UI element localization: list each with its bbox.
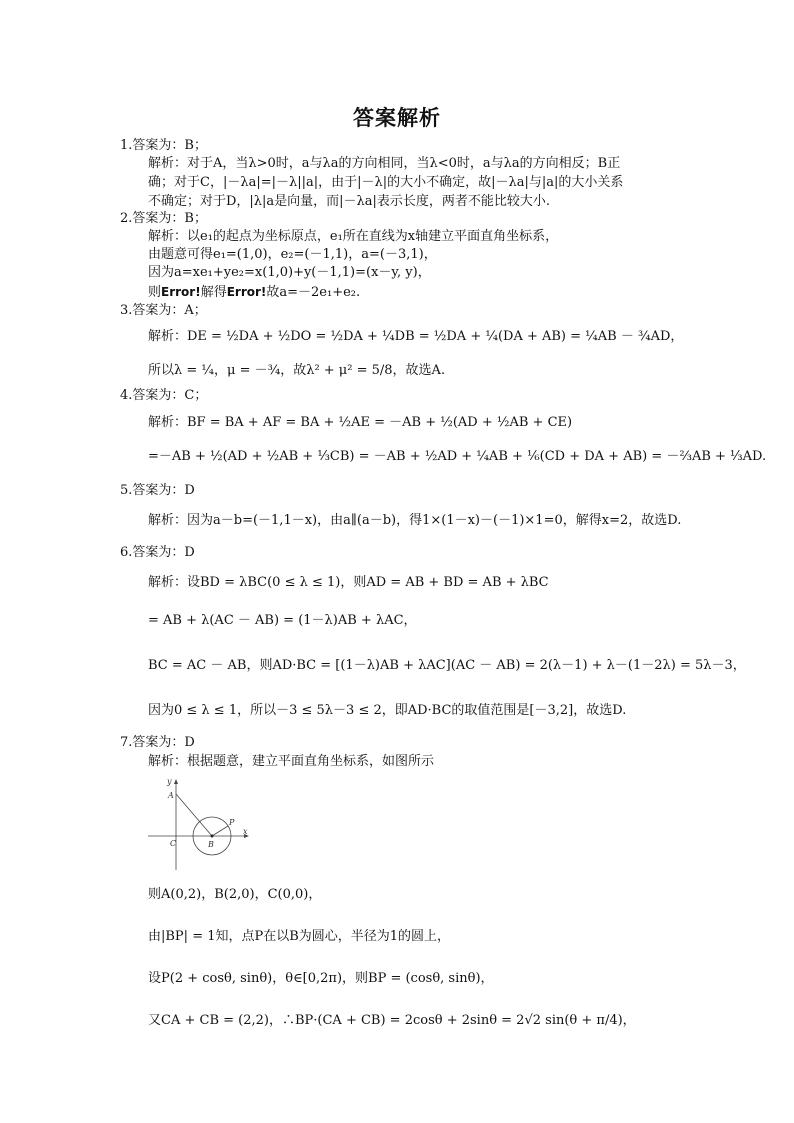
answer-4: 4.答案为：C； bbox=[120, 388, 208, 403]
explanation-2-line-1: 解析：以e₁的起点为坐标原点，e₁所在直线为x轴建立平面直角坐标系， bbox=[148, 229, 559, 244]
explanation-7-line-3: 由|BP| = 1知，点P在以B为圆心，半径为1的圆上， bbox=[148, 929, 451, 944]
explanation-1-line-1: 解析：对于A，当λ>0时，a与λa的方向相同，当λ<0时，a与λa的方向相反；B正 bbox=[148, 156, 621, 171]
explanation-3-line-1: 解析：DE = ½DA + ½DO = ½DA + ¼DB = ½DA + ¼(DA + AB) = ¼AB － ¾AD， bbox=[148, 329, 684, 344]
explanation-5-line-1: 解析：因为a－b=(－1,1－x)，由a∥(a－b)，得1×(1－x)－(－1)×1=0，解得x=2，故选D. bbox=[148, 513, 682, 528]
explanation-2-line-3: 因为a=xe₁+ye₂=x(1,0)+y(－1,1)=(x－y, y)， bbox=[148, 265, 431, 280]
explanation-6-line-4: 因为0 ≤ λ ≤ 1，所以－3 ≤ 5λ－3 ≤ 2，即AD·BC的取值范围是[－3,2]，故选D. bbox=[148, 703, 627, 718]
answer-6: 6.答案为：D bbox=[120, 545, 195, 560]
answer-3: 3.答案为：A； bbox=[120, 303, 207, 318]
error-marker: Error! bbox=[226, 285, 267, 299]
text-suffix: 故a=－2e₁+e₂. bbox=[266, 285, 361, 300]
explanation-7-line-1: 解析：根据题意，建立平面直角坐标系，如图所示 bbox=[148, 754, 435, 769]
point-b bbox=[211, 835, 214, 838]
answer-2: 2.答案为：B； bbox=[120, 211, 207, 226]
error-marker: Error! bbox=[161, 285, 201, 299]
answer-1: 1.答案为：B； bbox=[120, 138, 207, 153]
point-p-label: P bbox=[229, 818, 235, 827]
point-b-label: B bbox=[208, 840, 214, 849]
explanation-7-line-5: 又CA + CB = (2,2)，∴BP·(CA + CB) = 2cosθ + 2sinθ = 2√2 sin(θ + π/4)， bbox=[148, 1013, 636, 1028]
point-c-label: C bbox=[170, 839, 177, 848]
answer-5: 5.答案为：D bbox=[120, 483, 195, 498]
explanation-6-line-2: = AB + λ(AC － AB) = (1－λ)AB + λAC， bbox=[148, 613, 417, 628]
explanation-4-line-2: =－AB + ½(AD + ½AB + ⅓CB) = －AB + ½AD + ¼AB + ⅙(CD + DA + AB) = －⅔AB + ⅓AD. bbox=[148, 449, 767, 464]
y-axis-label: y bbox=[167, 777, 172, 786]
page-title: 答案解析 bbox=[353, 106, 441, 130]
explanation-6-line-1: 解析：设BD = λBC(0 ≤ λ ≤ 1)，则AD = AB + BD = AB + λBC bbox=[148, 575, 549, 590]
explanation-7-line-2: 则A(0,2)，B(2,0)，C(0,0)， bbox=[148, 887, 322, 902]
segment-bp bbox=[212, 826, 228, 836]
explanation-2-line-4 bbox=[148, 283, 360, 302]
explanation-7-line-4: 设P(2 + cosθ, sinθ)，θ∈[0,2π)，则BP = (cosθ, sinθ)， bbox=[148, 971, 494, 986]
explanation-1-line-3: 不确定；对于D，|λ|a是向量，而|－λa|表示长度，两者不能比较大小. bbox=[148, 194, 551, 209]
point-a-label: A bbox=[168, 791, 174, 800]
explanation-2-line-2: 由题意可得e₁=(1,0)，e₂=(－1,1)，a=(－3,1)， bbox=[148, 247, 437, 262]
y-axis-arrow bbox=[174, 779, 178, 784]
x-axis-label: x bbox=[243, 827, 248, 836]
text-prefix: 则 bbox=[148, 285, 162, 300]
explanation-3-line-2: 所以λ = ¼，μ = －¾，故λ² + μ² = 5/8，故选A. bbox=[148, 363, 446, 378]
coordinate-diagram bbox=[146, 776, 252, 872]
explanation-6-line-3: BC = AC － AB，则AD·BC = [(1－λ)AB + λAC](AC － AB) = 2(λ－1) + λ－(1－2λ) = 5λ－3， bbox=[148, 658, 746, 673]
text-middle: 解得 bbox=[200, 285, 227, 300]
explanation-4-line-1: 解析：BF = BA + AF = BA + ½AE = －AB + ½(AD + ½AB + CE) bbox=[148, 415, 573, 430]
explanation-1-line-2: 确；对于C，|－λa|=|－λ||a|，由于|－λ|的大小不确定，故|－λa|与|a|的大小关系 bbox=[148, 175, 624, 190]
answer-7: 7.答案为：D bbox=[120, 735, 195, 750]
